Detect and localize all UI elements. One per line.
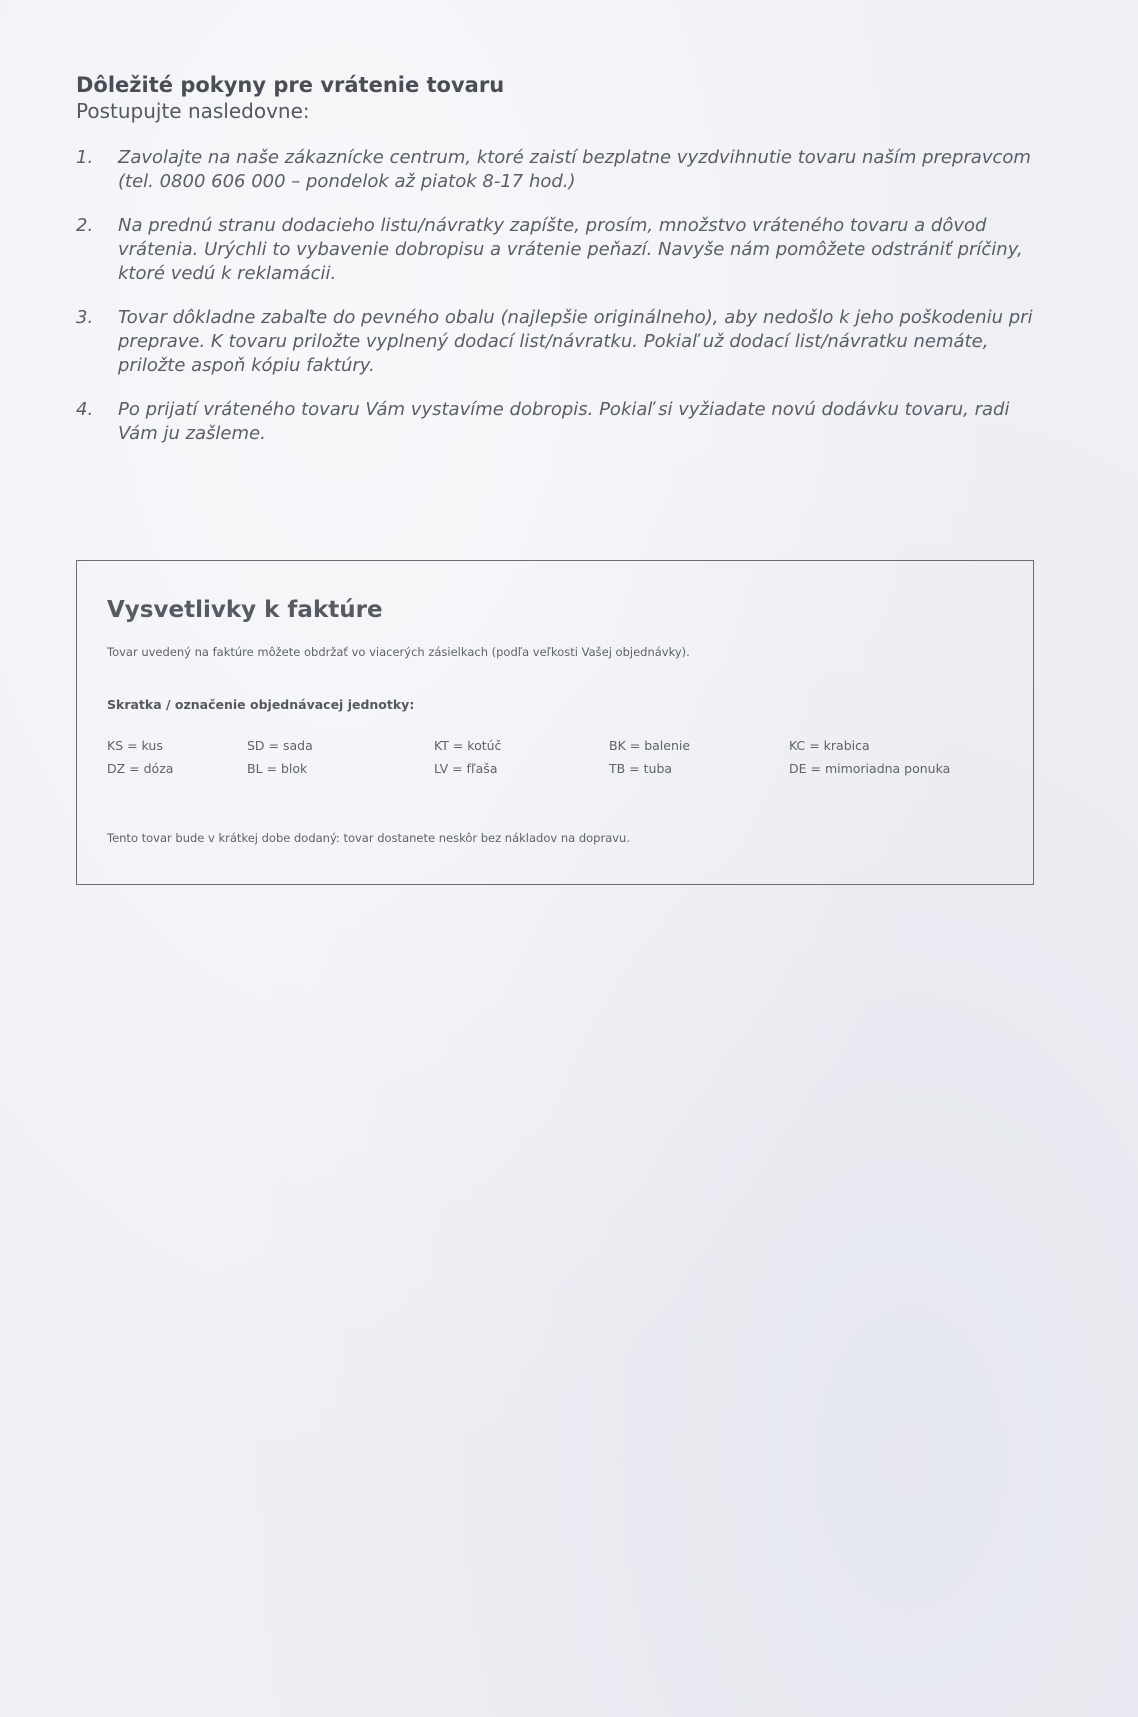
return-instructions	[76, 72, 1036, 466]
step-text: Tovar dôkladne zabaľte do pevného obalu (najlepšie originálneho), aby nedošlo k jeho poškodeniu pri preprave. K tovaru priložte vyplnený dodací list/návratku. Pokiaľ už dodací list/návratku nemáte, priložte aspoň kópiu faktúry.	[118, 307, 1033, 376]
step-number: 2.	[76, 215, 94, 236]
instructions-title: Dôležité pokyny pre vrátenie tovaru	[76, 73, 505, 97]
instructions-steps	[76, 146, 1036, 446]
abbreviation-kt: KT = kotúč	[434, 738, 502, 753]
abbreviation-lv: LV = fľaša	[434, 761, 498, 776]
step-text: Na prednú stranu dodacieho listu/návratky zapíšte, prosím, množstvo vráteného tovaru a dôvod vrátenia. Urýchli to vybavenie dobropisu a vrátenie peňazí. Navyše nám pomôžete odstrániť príčiny, ktoré vedú k reklamácii.	[118, 215, 1023, 284]
step-3	[76, 306, 1036, 378]
step-2	[76, 214, 1036, 286]
abbreviation-bk: BK = balenie	[609, 738, 691, 753]
step-number: 4.	[76, 399, 94, 420]
legend-title: Vysvetlivky k faktúre	[107, 597, 383, 623]
step-1	[76, 146, 1036, 194]
invoice-legend-box	[76, 560, 1034, 885]
legend-note: Tovar uvedený na faktúre môžete obdržať vo viacerých zásielkach (podľa veľkosti Vašej objednávky).	[107, 645, 690, 659]
abbreviation-dz: DZ = dóza	[107, 761, 174, 776]
abbreviation-heading: Skratka / označenie objednávacej jednotky:	[107, 697, 415, 712]
step-text: Po prijatí vráteného tovaru Vám vystavíme dobropis. Pokiaľ si vyžiadate novú dodávku tovaru, radi Vám ju zašleme.	[118, 399, 1010, 444]
instructions-subtitle: Postupujte nasledovne:	[76, 99, 310, 123]
step-4	[76, 398, 1036, 446]
step-number: 3.	[76, 307, 94, 328]
abbreviation-kc: KC = krabica	[789, 738, 870, 753]
abbreviation-sd: SD = sada	[247, 738, 313, 753]
step-number: 1.	[76, 147, 94, 168]
legend-footer: Tento tovar bude v krátkej dobe dodaný: tovar dostanete neskôr bez nákladov na dopravu.	[107, 831, 630, 845]
step-text: Zavolajte na naše zákaznícke centrum, ktoré zaistí bezplatne vyzdvihnutie tovaru naším prepravcom (tel. 0800 606 000 – pondelok až piatok 8-17 hod.)	[118, 147, 1031, 192]
abbreviation-bl: BL = blok	[247, 761, 308, 776]
abbreviation-tb: TB = tuba	[609, 761, 673, 776]
abbreviation-de: DE = mimoriadna ponuka	[789, 761, 951, 776]
abbreviation-ks: KS = kus	[107, 738, 163, 753]
